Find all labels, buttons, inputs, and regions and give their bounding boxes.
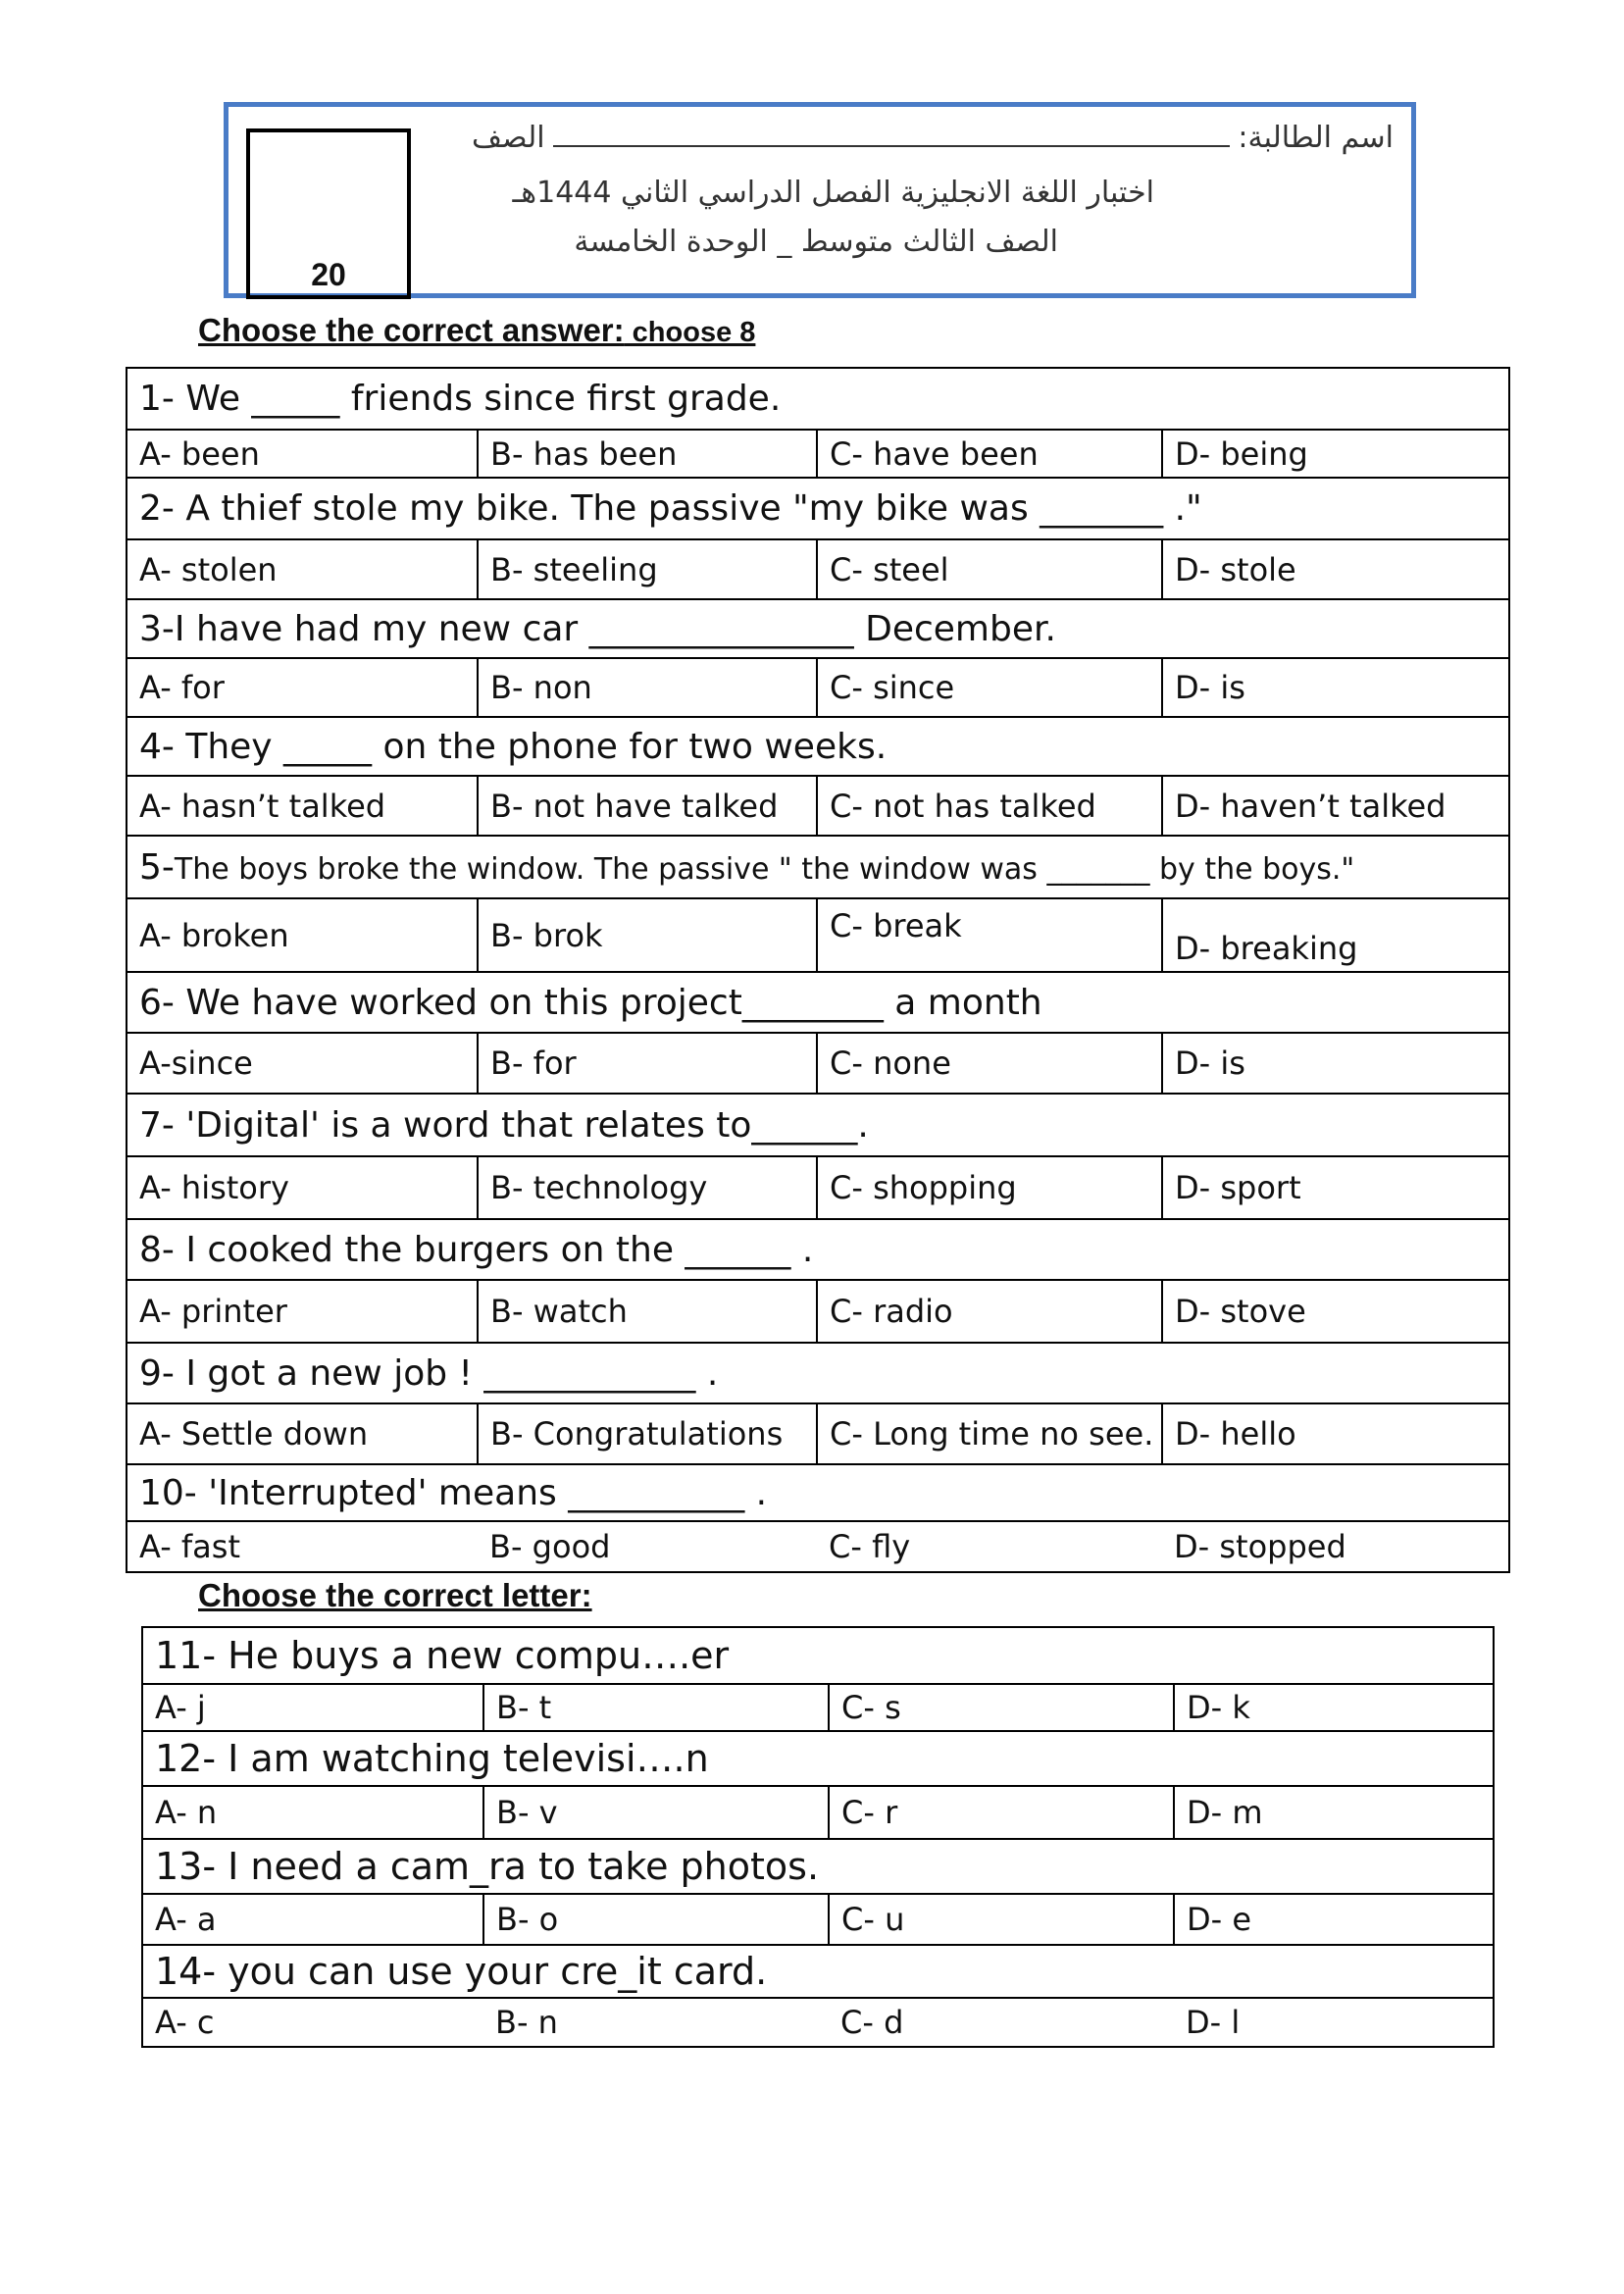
option-b[interactable]: B- n [483,1998,829,2047]
student-name-label: اسم الطالبة: [1238,121,1394,155]
option-b[interactable]: B- o [483,1894,829,1945]
option-b[interactable]: B- v [483,1786,829,1839]
option-d[interactable]: D- hello [1162,1403,1509,1464]
option-c[interactable]: C- steel [817,539,1162,599]
option-b[interactable]: B- watch [478,1280,817,1343]
option-c[interactable]: C- not has talked [817,776,1162,836]
question-row [142,1627,1494,1684]
question-text: 9- I got a new job ! ____________ . [127,1343,1509,1403]
option-d[interactable]: D- sport [1162,1156,1509,1219]
option-d[interactable]: D- k [1174,1684,1494,1731]
question-text: 3-I have had my new car _______________ December. [127,599,1509,658]
option-d[interactable]: D- is [1162,1033,1509,1094]
options-row [127,430,1509,478]
question-text: 4- They _____ on the phone for two weeks. [127,717,1509,776]
option-d[interactable]: D- is [1162,658,1509,717]
option-d[interactable]: D- e [1174,1894,1494,1945]
option-a[interactable]: A- c [142,1998,483,2047]
options-row [127,539,1509,599]
question-row [127,478,1509,539]
option-b[interactable]: B- for [478,1033,817,1094]
question-text: 14- you can use your cre_it card. [142,1945,1494,1998]
options-row [127,1156,1509,1219]
option-b[interactable]: B- Congratulations [478,1403,817,1464]
option-a[interactable]: A- a [142,1894,483,1945]
option-b[interactable]: B- brok [478,898,817,972]
option-d[interactable]: D- l [1174,1998,1494,2047]
option-a[interactable]: A- stolen [127,539,478,599]
question-text [127,836,1509,898]
option-d[interactable]: D- m [1174,1786,1494,1839]
section1-table [126,367,1510,1573]
question-row [127,368,1509,430]
options-row [127,898,1509,972]
option-a[interactable]: A- Settle down [127,1403,478,1464]
options-row [127,776,1509,836]
option-c[interactable]: C- radio [817,1280,1162,1343]
question-text: 10- 'Interrupted' means __________ . [127,1464,1509,1521]
option-c[interactable]: C- s [829,1684,1174,1731]
question-row [142,1945,1494,1998]
option-a[interactable]: A- been [127,430,478,478]
section1-note: choose 8 [624,317,756,348]
option-c[interactable]: C- fly [817,1521,1162,1572]
options-row [142,1998,1494,2047]
option-c[interactable]: C- none [817,1033,1162,1094]
option-c[interactable]: C- u [829,1894,1174,1945]
option-a[interactable]: A- history [127,1156,478,1219]
question-text: 7- 'Digital' is a word that relates to______. [127,1094,1509,1156]
exam-header [224,102,1416,298]
option-d[interactable]: D- stove [1162,1280,1509,1343]
option-b[interactable]: B- not have talked [478,776,817,836]
question-row [142,1731,1494,1786]
option-a[interactable]: A-since [127,1033,478,1094]
option-d[interactable]: D- stole [1162,539,1509,599]
question-row [142,1839,1494,1894]
option-a[interactable]: A- broken [127,898,478,972]
option-a[interactable]: A- j [142,1684,483,1731]
option-b[interactable]: B- has been [478,430,817,478]
section1-heading [198,312,755,349]
question-text: 2- A thief stole my bike. The passive "my bike was _______ ." [127,478,1509,539]
student-name-line [472,121,1394,155]
exam-title: اختبار اللغة الانجليزية الفصل الدراسي الثاني 1444هـ [512,176,1154,210]
question-row [127,717,1509,776]
question-row [127,599,1509,658]
question-row [127,1464,1509,1521]
question-row [127,1094,1509,1156]
question-row [127,972,1509,1033]
question-text: 13- I need a cam_ra to take photos. [142,1839,1494,1894]
question-text: 11- He buys a new compu….er [142,1627,1494,1684]
option-c[interactable]: C- Long time no see. [817,1403,1162,1464]
question-text: 1- We _____ friends since first grade. [127,368,1509,430]
option-c[interactable]: C- have been [817,430,1162,478]
exam-subtitle: الصف الثالث متوسط _ الوحدة الخامسة [574,225,1058,259]
options-row [127,1033,1509,1094]
option-d[interactable]: D- stopped [1162,1521,1509,1572]
options-row [127,658,1509,717]
option-c[interactable]: C- r [829,1786,1174,1839]
options-row [127,1521,1509,1572]
section2-heading: Choose the correct letter: [198,1577,592,1613]
options-row [142,1894,1494,1945]
student-name-blank [553,145,1231,147]
option-a[interactable]: A- hasn’t talked [127,776,478,836]
question-row [127,1343,1509,1403]
question-row [127,1219,1509,1280]
total-score: 20 [311,257,346,292]
option-a[interactable]: A- n [142,1786,483,1839]
option-c[interactable]: C- d [829,1998,1174,2047]
question-text: 6- We have worked on this project________ a month [127,972,1509,1033]
option-c[interactable]: C- break [817,898,1162,972]
option-b[interactable]: B- good [478,1521,817,1572]
question-body: The boys broke the window. The passive " the window was _______ by the boys." [174,851,1355,887]
option-a[interactable]: A- for [127,658,478,717]
score-box [246,128,411,299]
options-row [127,1280,1509,1343]
option-c[interactable]: C- since [817,658,1162,717]
options-row [142,1786,1494,1839]
option-c[interactable]: C- shopping [817,1156,1162,1219]
option-a[interactable]: A- printer [127,1280,478,1343]
option-a[interactable]: A- fast [127,1521,478,1572]
option-b[interactable]: B- steeling [478,539,817,599]
options-row [127,1403,1509,1464]
question-number: 5- [139,846,175,888]
option-d[interactable]: D- haven’t talked [1162,776,1509,836]
question-text: 12- I am watching televisi….n [142,1731,1494,1786]
section1-heading-text: Choose the correct answer: [198,312,625,348]
question-row [127,836,1509,898]
question-text: 8- I cooked the burgers on the ______ . [127,1219,1509,1280]
class-label: الصف [472,121,545,155]
section2-table [141,1626,1495,2048]
options-row [142,1684,1494,1731]
option-b[interactable]: B- technology [478,1156,817,1219]
option-d[interactable]: D- being [1162,430,1509,478]
option-b[interactable]: B- non [478,658,817,717]
option-d[interactable]: D- breaking [1162,898,1509,972]
option-b[interactable]: B- t [483,1684,829,1731]
